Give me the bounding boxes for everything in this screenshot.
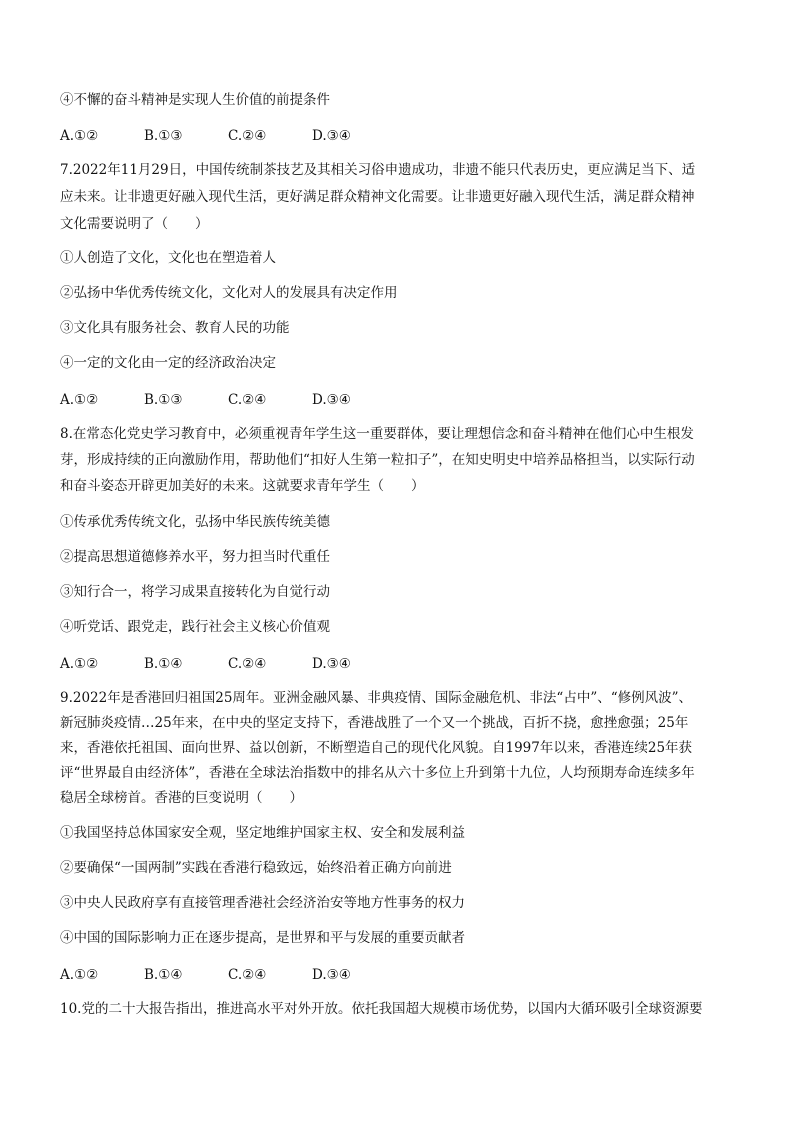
q8-answer-d: D.③④	[312, 656, 351, 672]
q9-option-2: ②要确保“一国两制”实践在香港行稳致远，始终沿着正确方向前进	[60, 860, 452, 876]
q7-answer-b: B.①③	[144, 392, 183, 408]
q7-answer-c: C.②④	[228, 392, 267, 408]
q9-stem-line-1: 9.2022年是香港回归祖国25周年。亚洲金融风暴、非典疫情、国际金融危机、非法“占中”、“修例风波”、	[60, 690, 693, 706]
q7-answer-d: D.③④	[312, 392, 351, 408]
q7-stem-line-2: 应未来。让非遗更好融入现代生活，更好满足群众精神文化需要。让非遗更好融入现代生活，满足群众精神	[60, 189, 695, 205]
q8-option-4: ④听党话、跟党走，践行社会主义核心价值观	[60, 619, 330, 635]
q10-stem-line-1: 10.党的二十大报告指出，推进高水平对外开放。依托我国超大规模市场优势，以国内大循环吸引全球资源要	[60, 1001, 703, 1017]
q6-answer-c: C.②④	[228, 128, 267, 144]
q9-stem-line-5: 稳居全球榜首。香港的巨变说明（ ）	[60, 790, 303, 806]
q7-answer-a: A.①②	[60, 392, 99, 408]
q9-answer-c: C.②④	[228, 967, 267, 983]
q7-answer-choices	[60, 391, 460, 409]
q8-answer-a: A.①②	[60, 656, 99, 672]
q9-option-3: ③中央人民政府享有直接管理香港社会经济治安等地方性事务的权力	[60, 895, 465, 911]
q9-answer-d: D.③④	[312, 967, 351, 983]
q9-option-1: ①我国坚持总体国家安全观，坚定地维护国家主权、安全和发展利益	[60, 825, 465, 841]
q9-stem-line-3: 来，香港依托祖国、面向世界、益以创新，不断塑造自己的现代化风貌。自1997年以来，香港连续25年获	[60, 740, 693, 756]
q6-answer-choices	[60, 127, 460, 145]
q8-option-2: ②提高思想道德修养水平，努力担当时代重任	[60, 549, 330, 565]
q9-answer-b: B.①④	[144, 967, 183, 983]
q8-answer-b: B.①④	[144, 656, 183, 672]
q7-stem-line-3: 文化需要说明了（ ）	[60, 216, 209, 232]
q7-option-3: ③文化具有服务社会、教育人民的功能	[60, 320, 290, 336]
q9-stem-line-2: 新冠肺炎疫情…25年来，在中央的坚定支持下，香港战胜了一个又一个挑战，百折不挠，愈挫愈强；25年	[60, 715, 689, 731]
q8-answer-choices	[60, 655, 460, 673]
q9-option-4: ④中国的国际影响力正在逐步提高，是世界和平与发展的重要贡献者	[60, 930, 465, 946]
q6-answer-a: A.①②	[60, 128, 99, 144]
q8-stem-line-3: 和奋斗姿态开辟更加美好的未来。这就要求青年学生（ ）	[60, 478, 425, 494]
q7-option-1: ①人创造了文化，文化也在塑造着人	[60, 250, 276, 266]
q8-answer-c: C.②④	[228, 656, 267, 672]
q6-option-4: ④不懈的奋斗精神是实现人生价值的前提条件	[60, 92, 330, 108]
q7-option-2: ②弘扬中华优秀传统文化，文化对人的发展具有决定作用	[60, 285, 398, 301]
q9-answer-choices	[60, 966, 460, 984]
q9-stem-line-4: 评“世界最自由经济体”，香港在全球法治指数中的排名从六十多位上升到第十九位，人均预期寿命连续多年	[60, 765, 695, 781]
q8-option-1: ①传承优秀传统文化，弘扬中华民族传统美德	[60, 514, 330, 530]
q9-answer-a: A.①②	[60, 967, 99, 983]
q6-answer-d: D.③④	[312, 128, 351, 144]
q8-stem-line-1: 8.在常态化党史学习教育中，必须重视青年学生这一重要群体，要让理想信念和奋斗精神在他们心中生根发	[60, 426, 694, 442]
q6-answer-b: B.①③	[144, 128, 183, 144]
q8-option-3: ③知行合一，将学习成果直接转化为自觉行动	[60, 584, 330, 600]
q7-stem-line-1: 7.2022年11月29日，中国传统制茶技艺及其相关习俗申遗成功，非遗不能只代表历史，更应满足当下、适	[60, 162, 696, 178]
q7-option-4: ④一定的文化由一定的经济政治决定	[60, 355, 276, 371]
q8-stem-line-2: 芽，形成持续的正向激励作用，帮助他们“扣好人生第一粒扣子”，在知史明史中培养品格担当，以实际行动	[60, 452, 695, 468]
